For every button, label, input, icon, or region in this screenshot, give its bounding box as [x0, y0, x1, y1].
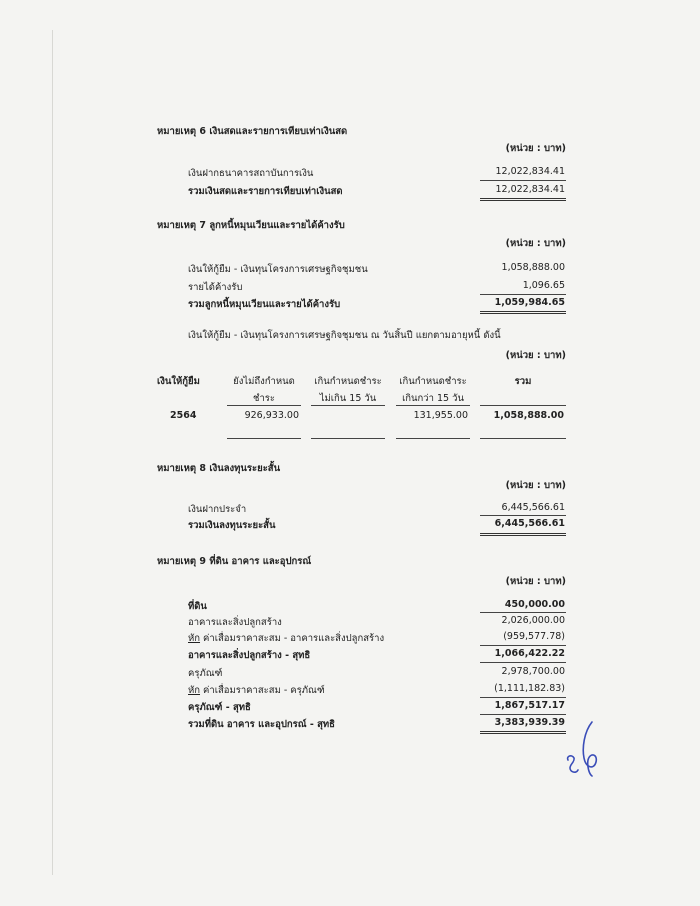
- subtotal-rule: [480, 645, 566, 646]
- aging-header-overdue-15: เกินกำหนดชำระ: [314, 376, 382, 387]
- land-value: 450,000.00: [504, 599, 565, 610]
- ppe-total-value: 3,383,939.39: [494, 717, 565, 728]
- aging-row-overdue-over15: 131,955.00: [413, 410, 468, 421]
- building-dep-row: [188, 631, 384, 646]
- subtotal-rule: [480, 662, 566, 663]
- total-double-rule: [480, 533, 566, 536]
- subtotal-rule: [480, 714, 566, 715]
- building-dep-label: ค่าเสื่อมราคาสะสม - อาคารและสิ่งปลูกสร้าง: [200, 633, 385, 644]
- header-rule: [227, 405, 301, 406]
- scan-edge: [52, 30, 53, 875]
- total-double-rule: [480, 731, 566, 734]
- footer-rule: [396, 438, 470, 439]
- aging-header-overdue-over15: เกินกำหนดชำระ: [399, 376, 467, 387]
- note6-unit: (หน่วย : บาท): [505, 143, 566, 154]
- equip-label: ครุภัณฑ์: [188, 668, 223, 679]
- header-rule: [480, 405, 566, 406]
- less-label: หัก: [188, 633, 201, 644]
- note8-row-value: 6,445,566.61: [501, 502, 565, 513]
- note7-row-value: 1,096.65: [522, 280, 565, 291]
- total-double-rule: [480, 198, 566, 201]
- subtotal-rule: [480, 180, 566, 181]
- note6-total-label: รวมเงินสดและรายการเทียบเท่าเงินสด: [188, 186, 343, 197]
- equip-value: 2,978,700.00: [501, 666, 565, 677]
- building-dep-value: (959,577.78): [503, 631, 565, 642]
- ppe-total-label: รวมที่ดิน อาคาร และอุปกรณ์ - สุทธิ: [188, 719, 335, 730]
- land-label: ที่ดิน: [188, 601, 207, 612]
- note9-heading: หมายเหตุ 9 ที่ดิน อาคาร และอุปกรณ์: [157, 556, 312, 567]
- aging-header-overdue-15-2: ไม่เกิน 15 วัน: [319, 393, 377, 404]
- aging-header-not-due-2: ชำระ: [253, 393, 275, 404]
- signature-initials: [562, 718, 612, 780]
- building-value: 2,026,000.00: [501, 615, 565, 626]
- subtotal-rule: [480, 697, 566, 698]
- note8-total-label: รวมเงินลงทุนระยะสั้น: [188, 520, 276, 531]
- aging-header-not-due: ยังไม่ถึงกำหนด: [233, 376, 295, 387]
- less-label: หัก: [188, 685, 201, 696]
- aging-header-total: รวม: [514, 376, 532, 387]
- equip-net-label: ครุภัณฑ์ - สุทธิ: [188, 702, 251, 713]
- equip-dep-value: (1,111,182.83): [494, 683, 565, 694]
- note6-heading: หมายเหตุ 6 เงินสดและรายการเทียบเท่าเงินสด: [157, 126, 348, 137]
- note8-row-label: เงินฝากประจำ: [188, 504, 247, 515]
- note8-total-value: 6,445,566.61: [494, 518, 565, 529]
- footer-rule: [480, 438, 566, 439]
- note7-row-label: รายได้ค้างรับ: [188, 282, 243, 293]
- aging-header-overdue-over15-2: เกินกว่า 15 วัน: [402, 393, 464, 404]
- aging-row-year: 2564: [170, 410, 197, 421]
- note7-unit: (หน่วย : บาท): [505, 238, 566, 249]
- note7-total-value: 1,059,984.65: [494, 297, 565, 308]
- subtotal-rule: [480, 515, 566, 516]
- total-double-rule: [480, 311, 566, 314]
- equip-dep-label: ค่าเสื่อมราคาสะสม - ครุภัณฑ์: [200, 685, 325, 696]
- building-label: อาคารและสิ่งปลูกสร้าง: [188, 617, 282, 628]
- aging-row-not-due: 926,933.00: [244, 410, 299, 421]
- note7-aging-intro: เงินให้กู้ยืม - เงินทุนโครงการเศรษฐกิจชุมชน ณ วันสิ้นปี แยกตามอายุหนี้ ดังนี้: [188, 330, 501, 341]
- subtotal-rule: [480, 294, 566, 295]
- note7-row-label: เงินให้กู้ยืม - เงินทุนโครงการเศรษฐกิจชุมชน: [188, 264, 368, 275]
- subtotal-rule: [480, 612, 566, 613]
- header-rule: [311, 405, 385, 406]
- equip-net-value: 1,867,517.17: [494, 700, 565, 711]
- aging-header-loan: เงินให้กู้ยืม: [157, 376, 200, 387]
- note6-total-value: 12,022,834.41: [495, 184, 565, 195]
- note8-unit: (หน่วย : บาท): [505, 480, 566, 491]
- note6-row-label: เงินฝากธนาคารสถาบันการเงิน: [188, 168, 314, 179]
- footer-rule: [311, 438, 385, 439]
- header-rule: [396, 405, 470, 406]
- note8-heading: หมายเหตุ 8 เงินลงทุนระยะสั้น: [157, 463, 281, 474]
- note7-aging-unit: (หน่วย : บาท): [505, 350, 566, 361]
- building-net-label: อาคารและสิ่งปลูกสร้าง - สุทธิ: [188, 650, 311, 661]
- note6-row-value: 12,022,834.41: [495, 166, 565, 177]
- note7-heading: หมายเหตุ 7 ลูกหนี้หมุนเวียนและรายได้ค้างรับ: [157, 220, 345, 231]
- note7-total-label: รวมลูกหนี้หมุนเวียนและรายได้ค้างรับ: [188, 299, 341, 310]
- footer-rule: [227, 438, 301, 439]
- equip-dep-row: [188, 683, 325, 698]
- note7-row-value: 1,058,888.00: [501, 262, 565, 273]
- aging-row-total: 1,058,888.00: [493, 410, 564, 421]
- building-net-value: 1,066,422.22: [494, 648, 565, 659]
- note9-unit: (หน่วย : บาท): [505, 576, 566, 587]
